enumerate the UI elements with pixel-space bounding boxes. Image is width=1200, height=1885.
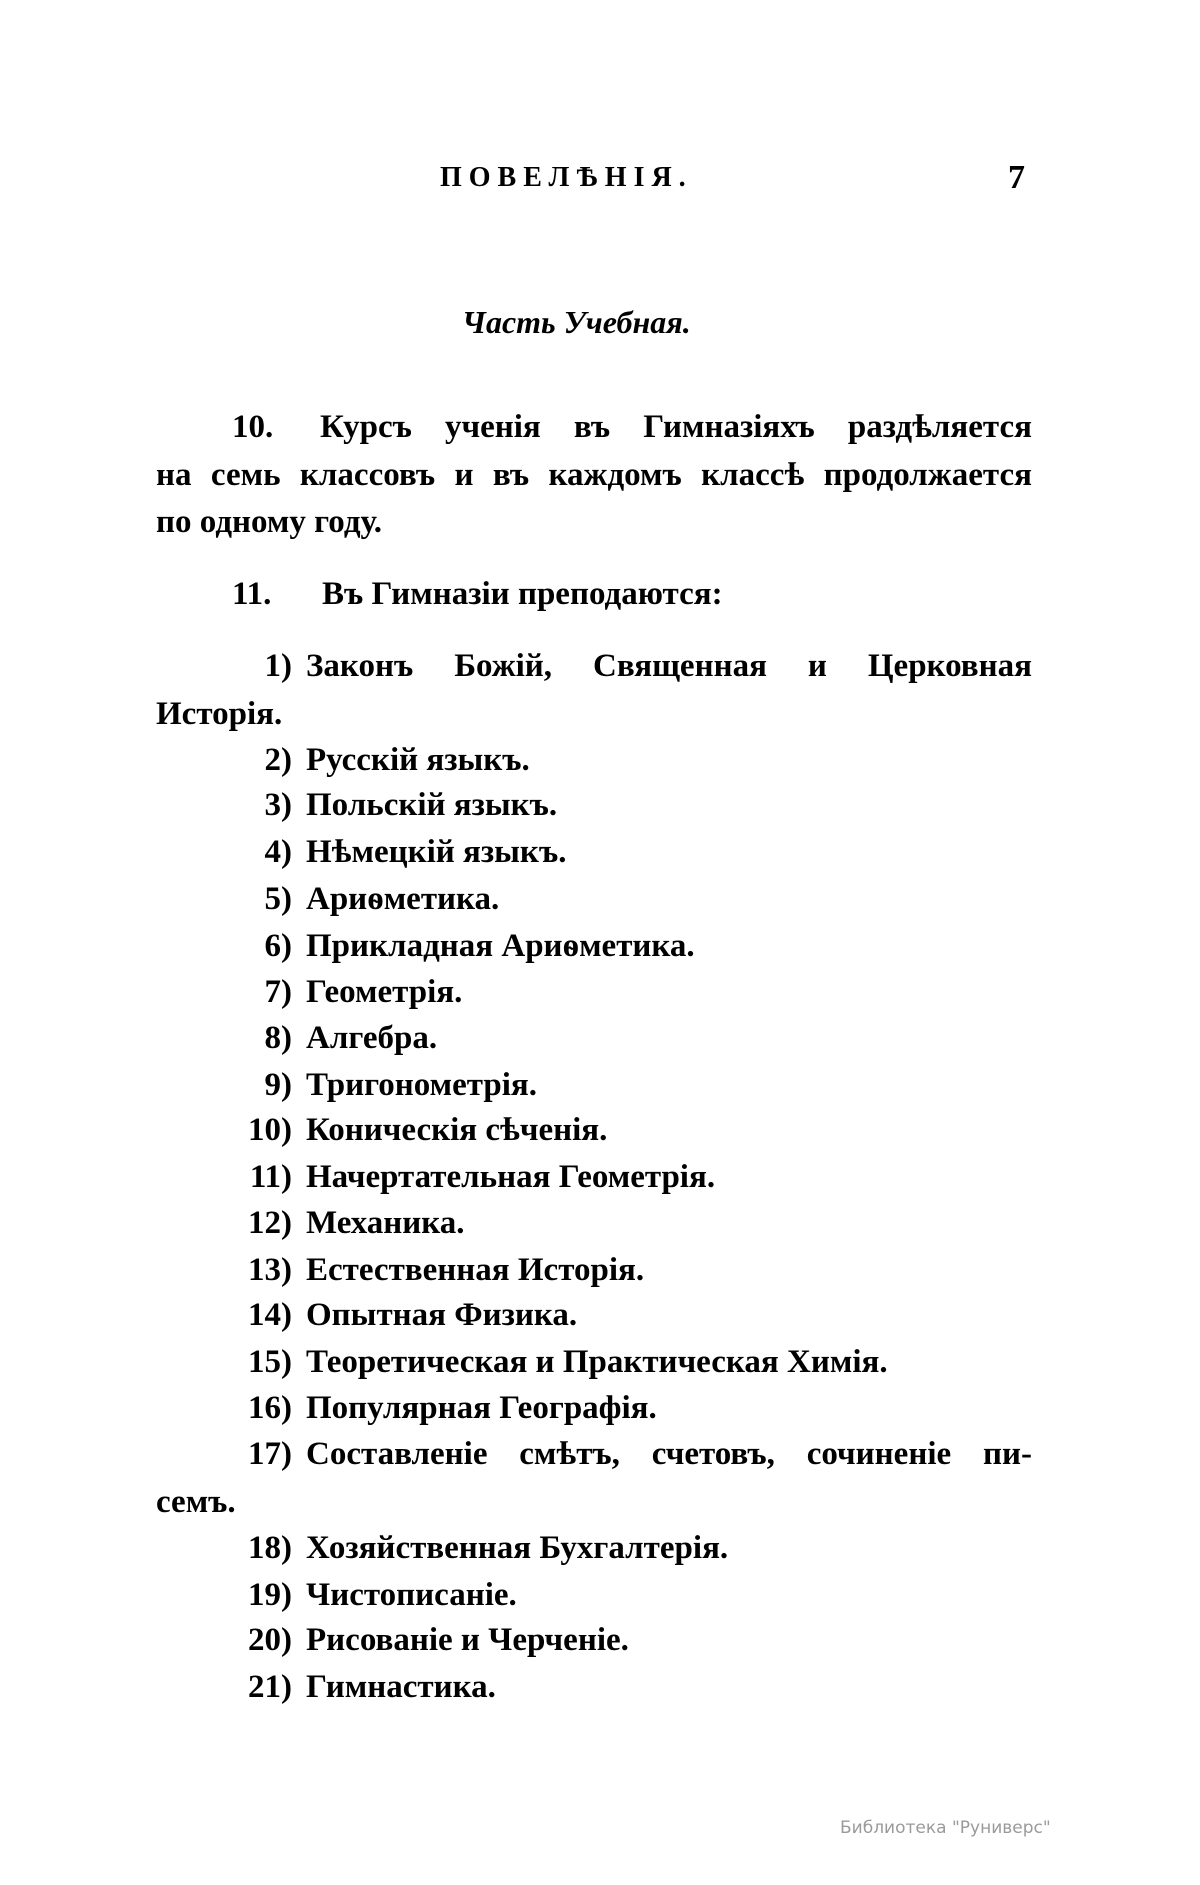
running-title: ПОВЕЛѢНІЯ. — [440, 162, 693, 193]
subject-text: Хозяйственная Бухгалтерія. — [306, 1530, 729, 1566]
subject-item — [0, 643, 1200, 689]
subject-text: Нѣмецкій языкъ. — [306, 834, 567, 870]
subject-number: 10) — [248, 1112, 292, 1148]
page-number: 7 — [1008, 159, 1025, 196]
paragraph-text: Въ Гимназіи преподаются: — [322, 576, 723, 612]
subject-item — [0, 1107, 1200, 1153]
subject-text: Опытная Физика. — [306, 1297, 578, 1333]
subject-number: 18) — [248, 1530, 292, 1566]
subject-number: 16) — [248, 1390, 292, 1426]
subject-number: 21) — [248, 1669, 292, 1705]
subject-number: 12) — [248, 1205, 292, 1241]
subject-text: Коническія сѣченія. — [306, 1112, 608, 1148]
subject-item — [0, 1154, 1200, 1200]
subject-number: 11) — [249, 1159, 292, 1195]
subject-item — [0, 1339, 1200, 1385]
subject-text: Гимнастика. — [306, 1669, 496, 1705]
subject-number: 1) — [264, 648, 292, 684]
subject-number: 3) — [264, 787, 292, 823]
subject-item — [0, 923, 1200, 969]
subject-number: 17) — [248, 1436, 292, 1472]
section-title: Часть Учебная. — [462, 304, 691, 340]
subject-number: 5) — [264, 881, 292, 917]
subject-text: Популярная Географія. — [306, 1390, 657, 1426]
subject-number: 2) — [264, 742, 292, 778]
subject-item — [0, 782, 1200, 828]
subject-number: 14) — [248, 1297, 292, 1333]
subject-text: Прикладная Ариѳметика. — [306, 928, 695, 964]
subject-item — [0, 1572, 1200, 1618]
subject-text: Рисованіе и Черченіе. — [306, 1622, 629, 1658]
subject-item — [0, 1617, 1200, 1663]
watermark: Библиотека "Руниверс" — [840, 1818, 1051, 1838]
subject-number: 20) — [248, 1622, 292, 1658]
subject-item — [0, 1664, 1200, 1710]
subject-item — [0, 1385, 1200, 1431]
subject-text: Начертательная Геометрія. — [306, 1159, 716, 1195]
subject-item — [0, 876, 1200, 922]
subject-item — [0, 1015, 1200, 1061]
subject-number: 19) — [248, 1577, 292, 1613]
subject-text: Механика. — [306, 1205, 465, 1241]
subject-item — [0, 1247, 1200, 1293]
subject-text: Естественная Исторія. — [306, 1252, 645, 1288]
paragraph-number: 11. — [232, 576, 272, 612]
subject-item — [0, 1200, 1200, 1246]
subject-text: Геометрія. — [306, 974, 463, 1010]
subject-text: Алгебра. — [306, 1020, 438, 1056]
subject-number: 13) — [248, 1252, 292, 1288]
subject-number: 15) — [248, 1344, 292, 1380]
subject-item — [0, 1292, 1200, 1338]
subject-number: 9) — [264, 1067, 292, 1103]
subject-text: Русскій языкъ. — [306, 742, 530, 778]
paragraph-line: на семь классовъ и въ каждомъ классѣ продолжается — [156, 457, 1032, 493]
subject-continuation: Исторія. — [156, 696, 283, 732]
subject-text: Законъ Божій, Священная и Церковная — [306, 648, 1032, 684]
subject-number: 8) — [264, 1020, 292, 1056]
subject-number: 7) — [264, 974, 292, 1010]
subject-item — [0, 1062, 1200, 1108]
subject-text: Польскій языкъ. — [306, 787, 558, 823]
subject-item — [0, 737, 1200, 783]
subject-text: Тригонометрія. — [306, 1067, 538, 1103]
subject-number: 6) — [264, 928, 292, 964]
subject-text: Ариѳметика. — [306, 881, 500, 917]
paragraph-line: Курсъ ученія въ Гимназіяхъ раздѣляется — [320, 409, 1032, 445]
paragraph-line: по одному году. — [156, 504, 382, 540]
subject-item — [0, 829, 1200, 875]
subject-item — [0, 1431, 1200, 1477]
subject-number: 4) — [264, 834, 292, 870]
subject-item — [0, 1525, 1200, 1571]
subject-item — [0, 969, 1200, 1015]
subject-continuation: семъ. — [156, 1484, 236, 1520]
subject-text: Теоретическая и Практическая Химія. — [306, 1344, 888, 1380]
subject-text: Чистописаніе. — [306, 1577, 517, 1613]
subject-text: Составленіе смѣтъ, счетовъ, сочиненіе пи- — [306, 1436, 1032, 1472]
paragraph-number: 10. — [232, 409, 274, 445]
